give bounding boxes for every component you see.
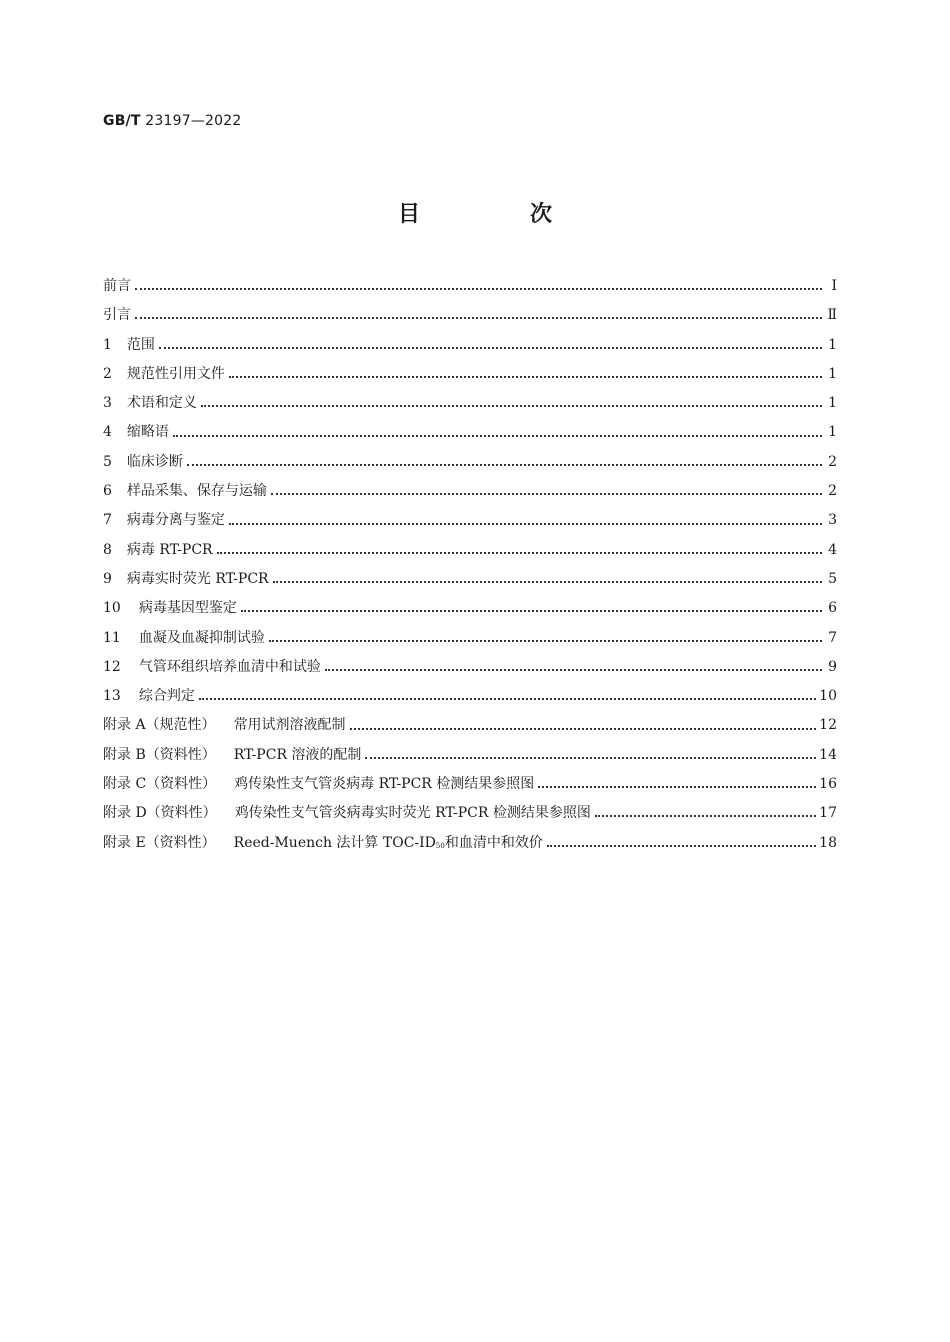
toc-entry-label: 病毒分离与鉴定 — [126, 512, 225, 529]
toc-entry-title — [103, 506, 225, 535]
toc-entry-number: 13 — [103, 688, 121, 705]
dot-leader — [325, 668, 822, 671]
toc-entry-number: 2 — [103, 365, 112, 382]
toc-entry[interactable] — [103, 565, 837, 594]
toc-entry-label: 范围 — [126, 336, 155, 353]
toc-entry-title — [103, 799, 591, 828]
toc-entry-page-number: 6 — [828, 600, 837, 617]
toc-entry-page-number: 10 — [819, 688, 837, 705]
toc-entry[interactable] — [103, 477, 837, 506]
toc-entry-number: 10 — [103, 600, 121, 617]
toc-entry-number: 11 — [103, 629, 121, 646]
toc-entry-label: 术语和定义 — [126, 395, 197, 412]
toc-entry-number: 12 — [103, 658, 121, 675]
toc-entry-title — [103, 360, 225, 389]
toc-entry-page-number: 16 — [819, 776, 837, 793]
toc-entry[interactable] — [103, 594, 837, 623]
toc-entry-page-number: 2 — [828, 453, 837, 470]
standard-prefix: GB/T — [103, 113, 141, 129]
toc-entry-title — [103, 477, 267, 506]
toc-entry[interactable] — [103, 536, 837, 565]
toc-entry-number: 5 — [103, 453, 112, 470]
toc-entry-label-tail: 和血清中和效价 — [444, 834, 543, 851]
toc-entry-label: 血凝及血凝抑制试验 — [138, 629, 265, 646]
dot-leader — [595, 814, 816, 817]
toc-entry-number: 附录 D（资料性） — [103, 805, 217, 822]
dot-leader — [135, 287, 822, 290]
page-title: 目 次 — [397, 202, 596, 227]
toc-entry-page-number: 1 — [828, 424, 837, 441]
dot-leader — [201, 404, 822, 407]
toc-entry-number: 附录 E（资料性） — [103, 834, 216, 851]
toc-entry[interactable] — [103, 624, 837, 653]
toc-entry-page-number: 3 — [828, 512, 837, 529]
toc-entry-number: 9 — [103, 570, 112, 587]
standard-code — [103, 113, 241, 129]
toc-entry-label: 气管环组织培养血清中和试验 — [138, 658, 321, 675]
dot-leader — [273, 580, 822, 583]
toc-entry-page-number: 14 — [819, 746, 837, 763]
dot-leader — [159, 346, 822, 349]
toc-entry-title — [103, 829, 543, 861]
toc-entry[interactable] — [103, 331, 837, 360]
table-of-contents — [103, 272, 837, 858]
toc-entry-page-number: 1 — [828, 365, 837, 382]
toc-entry-page-number: 12 — [819, 717, 837, 734]
toc-entry-label: RT-PCR 溶液的配制 — [233, 746, 362, 763]
toc-entry[interactable] — [103, 770, 837, 799]
toc-entry-title — [103, 594, 237, 623]
toc-entry-page-number: 1 — [828, 395, 837, 412]
toc-entry[interactable] — [103, 360, 837, 389]
toc-entry-title — [103, 331, 155, 360]
toc-entry-label: 引言 — [103, 307, 131, 324]
toc-entry-title — [103, 624, 265, 653]
toc-entry-title — [103, 565, 269, 594]
toc-entry[interactable] — [103, 741, 837, 770]
toc-entry-label: 病毒实时荧光 RT-PCR — [126, 570, 269, 587]
toc-entry-number: 3 — [103, 395, 112, 412]
toc-entry-label: 病毒基因型鉴定 — [138, 600, 237, 617]
toc-entry-page-number: 17 — [819, 805, 837, 822]
toc-entry[interactable] — [103, 682, 837, 711]
toc-entry-label: 规范性引用文件 — [126, 365, 225, 382]
toc-entry-title — [103, 418, 169, 447]
toc-entry-title — [103, 448, 183, 477]
dot-leader — [241, 609, 822, 612]
toc-entry-subscript: 50 — [435, 841, 445, 850]
dot-leader — [365, 756, 816, 759]
toc-entry-title — [103, 653, 321, 682]
dot-leader — [135, 316, 822, 319]
dot-leader — [271, 492, 822, 495]
toc-entry-title — [103, 682, 195, 711]
toc-entry-page-number: 2 — [828, 483, 837, 500]
toc-entry-title — [103, 770, 534, 799]
toc-entry[interactable] — [103, 711, 837, 740]
toc-entry-title — [103, 711, 346, 740]
toc-entry-title — [103, 389, 197, 418]
toc-entry[interactable] — [103, 272, 837, 301]
toc-entry-label: 鸡传染性支气管炎病毒 RT-PCR 检测结果参照图 — [234, 776, 535, 793]
toc-entry-number: 1 — [103, 336, 112, 353]
toc-entry-title — [103, 741, 361, 770]
toc-entry-title — [103, 536, 213, 565]
dot-leader — [199, 697, 816, 700]
toc-entry-number: 4 — [103, 424, 112, 441]
toc-entry-label: 前言 — [103, 278, 131, 294]
toc-entry[interactable] — [103, 389, 837, 418]
standard-number: 23197—2022 — [145, 113, 242, 129]
toc-entry-number: 附录 C（资料性） — [103, 776, 217, 793]
toc-entry-page-number: 1 — [828, 336, 837, 353]
toc-entry-label: 鸡传染性支气管炎病毒实时荧光 RT-PCR 检测结果参照图 — [234, 805, 591, 822]
toc-entry-page-number: 5 — [828, 570, 837, 587]
toc-entry-label: 缩略语 — [126, 424, 169, 441]
toc-entry-page-number: Ⅰ — [831, 278, 837, 294]
toc-entry-label: 常用试剂溶液配制 — [233, 717, 346, 734]
toc-entry-label: 综合判定 — [138, 688, 195, 705]
toc-entry-page-number: 9 — [828, 658, 837, 675]
toc-entry-title — [103, 272, 131, 301]
toc-entry-page-number: 4 — [828, 541, 837, 558]
dot-leader — [350, 727, 817, 730]
toc-entry-title — [103, 301, 131, 330]
dot-leader — [547, 844, 816, 847]
toc-entry-page-number: Ⅱ — [827, 307, 837, 324]
toc-entry-label: 病毒 RT-PCR — [126, 541, 213, 558]
dot-leader — [229, 522, 822, 525]
dot-leader — [538, 785, 816, 788]
dot-leader — [229, 375, 822, 378]
toc-entry[interactable] — [103, 418, 837, 447]
toc-entry-label: 样品采集、保存与运输 — [126, 483, 267, 500]
toc-entry-label: Reed-Muench 法计算 TOC-ID — [233, 834, 436, 851]
toc-entry[interactable] — [103, 799, 837, 828]
toc-entry-number: 6 — [103, 483, 112, 500]
toc-entry-page-number: 18 — [819, 834, 837, 851]
toc-entry-number: 附录 B（资料性） — [103, 746, 216, 763]
dot-leader — [269, 639, 822, 642]
toc-entry[interactable] — [103, 448, 837, 477]
dot-leader — [217, 551, 822, 554]
toc-entry-page-number: 7 — [828, 629, 837, 646]
dot-leader — [173, 434, 822, 437]
toc-entry-label: 临床诊断 — [126, 453, 183, 470]
toc-entry[interactable] — [103, 653, 837, 682]
toc-entry-number: 8 — [103, 541, 112, 558]
toc-entry[interactable] — [103, 301, 837, 330]
toc-entry[interactable] — [103, 506, 837, 535]
toc-entry-number: 附录 A（规范性） — [103, 717, 216, 734]
toc-entry-number: 7 — [103, 512, 112, 529]
toc-entry[interactable] — [103, 829, 837, 858]
dot-leader — [187, 463, 822, 466]
